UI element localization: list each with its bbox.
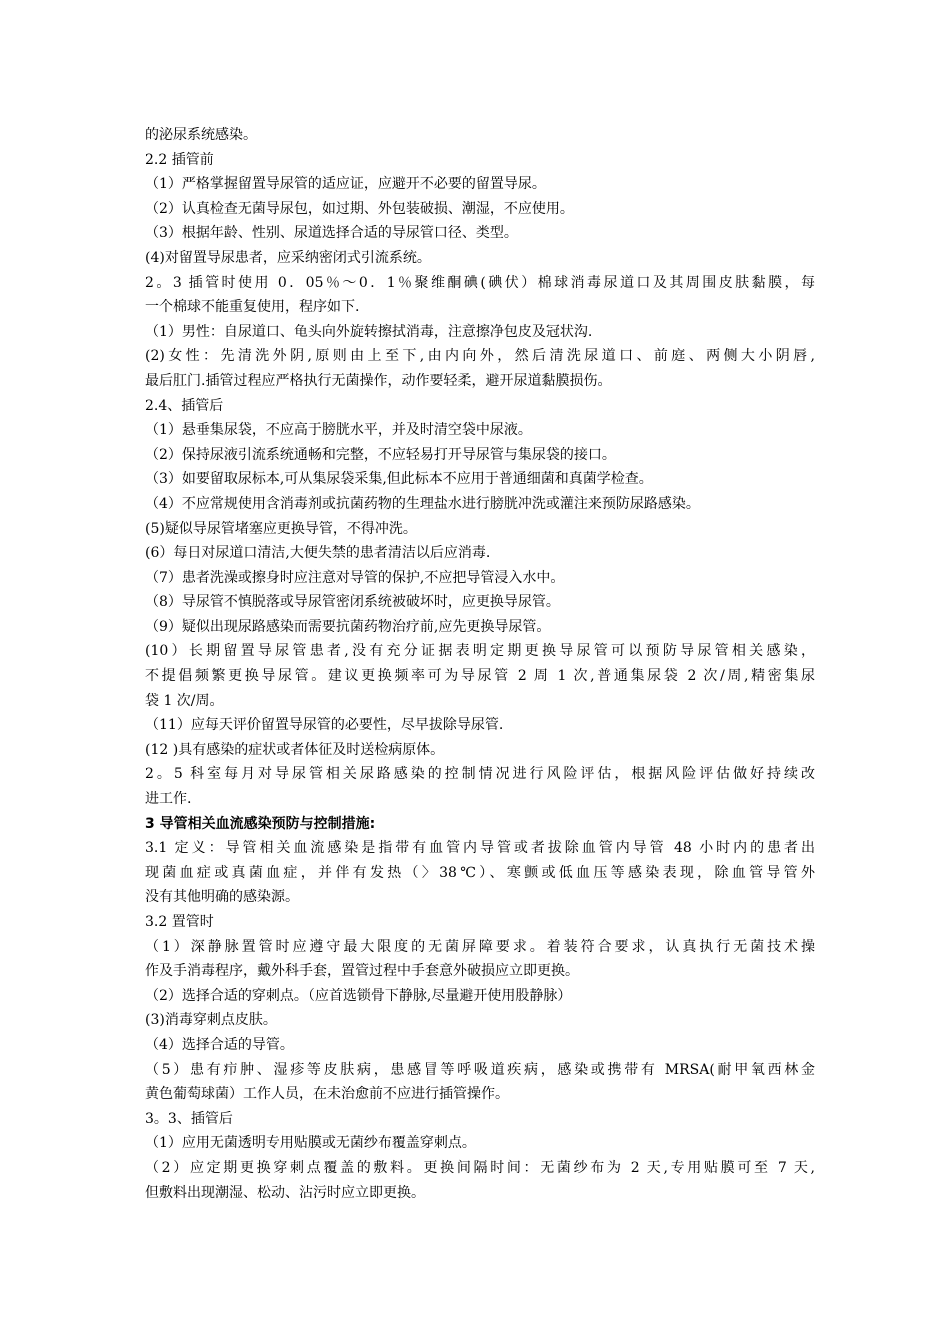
text-line: 进工作. (145, 791, 192, 808)
text-line: (4)对留置导尿患者，应采纳密闭式引流系统。 (145, 249, 431, 266)
text-line: （7）患者洗澡或擦身时应注意对导管的保护,不应把导管浸入水中。 (145, 569, 565, 586)
text-line: 2.4、插管后 (145, 397, 224, 414)
text-line: （11）应每天评价留置导尿管的必要性，尽早拔除导尿管. (145, 717, 504, 734)
text-line: （4）不应常规使用含消毒剂或抗菌药物的生理盐水进行膀胱冲洗或灌注来预防尿路感染。 (145, 495, 700, 512)
text-line: (6）每日对尿道口清洁,大便失禁的患者清洁以后应消毒. (145, 545, 491, 562)
text-line: （2）选择合适的穿刺点。（应首选锁骨下静脉,尽量避开使用股静脉） (145, 987, 572, 1004)
text-line: （5）患有疖肿、湿疹等皮肤病，患感冒等呼吸道疾病，感染或携带有 MRSA(耐甲氧西林金 (145, 1061, 815, 1078)
section-heading: 3 导管相关血流感染预防与控制措施: (145, 815, 376, 832)
text-line: 袋 1 次/周。 (145, 692, 224, 709)
text-line: 最后肛门.插管过程应严格执行无菌操作，动作要轻柔，避开尿道黏膜损伤。 (145, 372, 612, 389)
text-line: 不提倡频繁更换导尿管。建议更换频率可为导尿管 2 周 1 次,普通集尿袋 2 次/周,精密集尿 (145, 668, 815, 685)
text-line: 现菌血症或真菌血症，并伴有发热（〉38℃）、寒颤或低血压等感染表现，除血管导管外 (145, 864, 815, 881)
text-line: 但敷料出现潮湿、松动、沾污时应立即更换。 (145, 1184, 425, 1201)
text-line: (10）长期留置导尿管患者,没有充分证据表明定期更换导尿管可以预防导尿管相关感染， (145, 643, 815, 660)
text-line: 3.2 置管时 (145, 914, 214, 930)
text-line: （2）应定期更换穿刺点覆盖的敷料。更换间隔时间：无菌纱布为 2 天,专用贴膜可至 7 天, (145, 1159, 815, 1176)
text-line: 2。5 科室每月对导尿管相关尿路感染的控制情况进行风险评估，根据风险评估做好持续改 (145, 766, 815, 783)
text-line: 2.2 插管前 (145, 151, 214, 168)
text-line: 2。3 插管时使用 0．05％～0．1％聚维酮碘(碘伏）棉球消毒尿道口及其周围皮肤黏膜，每 (145, 274, 815, 291)
text-line: （1）悬垂集尿袋，不应高于膀胱水平，并及时清空袋中尿液。 (145, 422, 532, 439)
text-line: 3。3、插管后 (145, 1110, 233, 1127)
document-body (145, 123, 815, 1205)
text-line: （3）根据年龄、性别、尿道选择合适的导尿管口径、类型。 (145, 225, 518, 242)
text-line: (5)疑似导尿管堵塞应更换导管，不得冲洗。 (145, 520, 417, 537)
text-line: （8）导尿管不慎脱落或导尿管密闭系统被破坏时，应更换导尿管。 (145, 594, 560, 611)
text-line: （1）应用无菌透明专用贴膜或无菌纱布覆盖穿刺点。 (145, 1135, 476, 1152)
text-line: (12 )具有感染的症状或者体征及时送检病原体。 (145, 741, 445, 758)
text-line: （1）男性：自尿道口、龟头向外旋转擦拭消毒，注意擦净包皮及冠状沟. (145, 323, 593, 340)
text-line: 没有其他明确的感染源。 (145, 889, 299, 906)
text-line: 黄色葡萄球菌）工作人员，在未治愈前不应进行插管操作。 (145, 1086, 509, 1103)
text-line: （1）严格掌握留置导尿管的适应证，应避开不必要的留置导尿。 (145, 176, 546, 193)
text-line: 一个棉球不能重复使用，程序如下. (145, 299, 360, 316)
text-line: （2）认真检查无菌导尿包，如过期、外包装破损、潮湿，不应使用。 (145, 200, 574, 217)
text-line: （1）深静脉置管时应遵守最大限度的无菌屏障要求。着装符合要求，认真执行无菌技术操 (145, 938, 815, 955)
text-line: (3)消毒穿刺点皮肤。 (145, 1012, 277, 1029)
text-line: （4）选择合适的导管。 (145, 1036, 294, 1053)
text-line: （2）保持尿液引流系统通畅和完整，不应轻易打开导尿管与集尿袋的接口。 (145, 446, 616, 463)
text-line: （9）疑似出现尿路感染而需要抗菌药物治疗前,应先更换导尿管。 (145, 618, 551, 635)
text-line: （3）如要留取尿标本,可从集尿袋采集,但此标本不应用于普通细菌和真菌学检查。 (145, 471, 653, 488)
text-line: 作及手消毒程序，戴外科手套，置管过程中手套意外破损应立即更换。 (145, 963, 579, 980)
text-line: (2)女性：先清洗外阴,原则由上至下,由内向外，然后清洗尿道口、前庭、两侧大小阴唇, (145, 348, 815, 365)
text-line: 的泌尿系统感染。 (145, 127, 257, 143)
text-line: 3.1 定义：导管相关血流感染是指带有血管内导管或者拔除血管内导管 48 小时内的患者出 (145, 840, 815, 857)
